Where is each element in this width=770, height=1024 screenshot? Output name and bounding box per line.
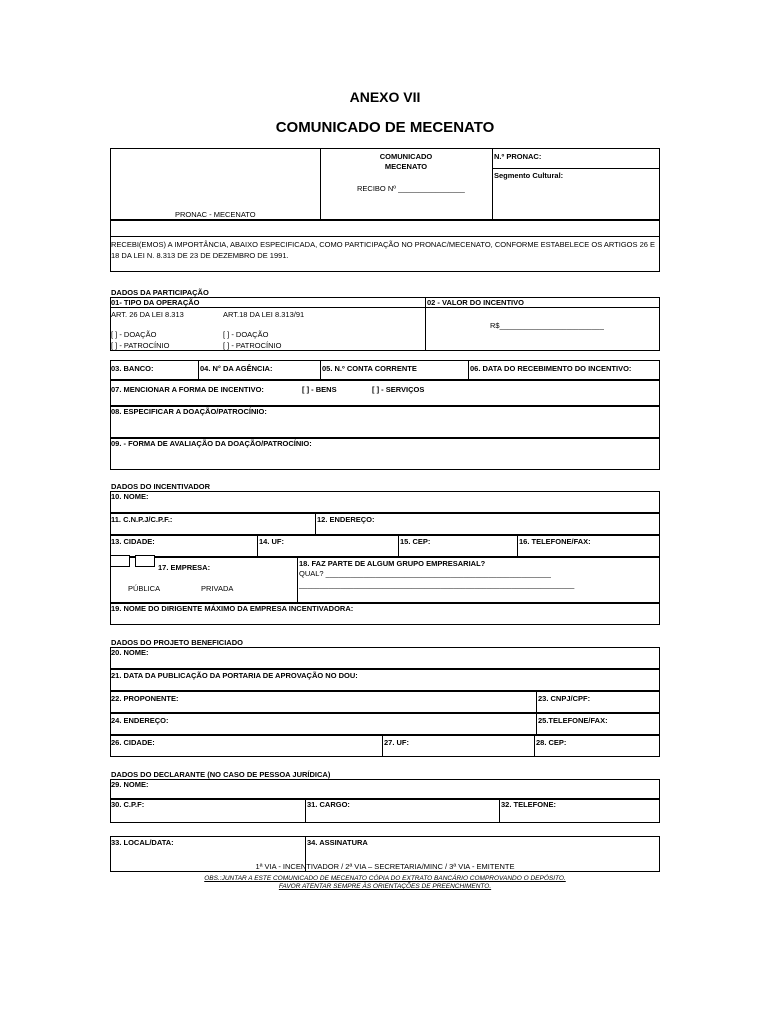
page-title: COMUNICADO DE MECENATO <box>275 119 495 136</box>
vias-line: 1ª VIA - INCENTIVADOR / 2ª VIA – SECRETARIA/MINC / 3ª VIA - EMITENTE <box>255 862 515 871</box>
divider <box>425 297 426 351</box>
field-11-12-row <box>110 513 660 535</box>
field-02-label: 02 - VALOR DO INCENTIVO <box>427 298 524 307</box>
privada-label: PRIVADA <box>201 584 234 593</box>
divider <box>534 735 535 757</box>
privada-checkbox[interactable] <box>135 555 155 567</box>
divider <box>305 799 306 823</box>
field-25-label: 25.TELEFONE/FAX: <box>538 716 608 725</box>
bens-checkbox[interactable]: [ ] - BENS <box>302 385 337 394</box>
field-19-label: 19. NOME DO DIRIGENTE MÁXIMO DA EMPRESA INCENTIVADORA: <box>111 604 354 613</box>
field-20-label: 20. NOME: <box>111 648 149 657</box>
patrocinio-checkbox-art26[interactable]: [ ] - PATROCÍNIO <box>111 341 170 350</box>
divider <box>492 148 493 220</box>
field-10-row[interactable] <box>110 491 660 513</box>
field-09-label: 09. - FORMA DE AVALIAÇÃO DA DOAÇÃO/PATROCÍNIO: <box>111 439 312 448</box>
pronac-mecenato-label: PRONAC - MECENATO <box>175 210 256 219</box>
section-declarante: DADOS DO DECLARANTE (NO CASO DE PESSOA JURÍDICA) <box>111 770 331 779</box>
divider <box>468 360 469 380</box>
field-30-32-row <box>110 799 660 823</box>
mecenato-label: MECENATO <box>384 162 428 171</box>
field-28-label: 28. CEP: <box>536 738 567 747</box>
doacao-checkbox-art18[interactable]: [ ] - DOAÇÃO <box>223 330 269 339</box>
divider <box>536 691 537 713</box>
divider <box>536 713 537 735</box>
patrocinio-checkbox-art18[interactable]: [ ] - PATROCÍNIO <box>223 341 282 350</box>
field-17-label: 17. EMPRESA: <box>158 563 211 572</box>
art26-label: ART. 26 DA LEI 8.313 <box>111 310 184 319</box>
divider <box>492 168 660 169</box>
field-05-label: 05. N.º CONTA CORRENTE <box>322 364 417 373</box>
field-14-label: 14. UF: <box>259 537 285 546</box>
field-16-label: 16. TELEFONE/FAX: <box>519 537 591 546</box>
field-29-row[interactable] <box>110 779 660 799</box>
field-22-label: 22. PROPONENTE: <box>111 694 179 703</box>
divider <box>517 535 518 557</box>
orientacoes-line: FAVOR ATENTAR SEMPRE ÀS ORIENTAÇÕES DE PREENCHIMENTO. <box>278 883 492 890</box>
field-33-label: 33. LOCAL/DATA: <box>111 838 174 847</box>
art18-label: ART.18 DA LEI 8.313/91 <box>223 310 305 319</box>
recibo-field[interactable]: RECIBO Nº ________________ <box>357 184 465 193</box>
field-30-label: 30. C.P.F: <box>111 800 145 809</box>
divider <box>320 360 321 380</box>
field-08-label: 08. ESPECIFICAR A DOAÇÃO/PATROCÍNIO: <box>111 407 267 416</box>
section-projeto: DADOS DO PROJETO BENEFICIADO <box>111 638 243 647</box>
field-13-label: 13. CIDADE: <box>111 537 155 546</box>
field-20-row[interactable] <box>110 647 660 669</box>
valor-incentivo-field[interactable]: R$_________________________ <box>490 321 604 330</box>
qual-field-line2[interactable]: __________________________________________________________________ <box>299 580 575 589</box>
field-23-label: 23. CNPJ/CPF: <box>538 694 591 703</box>
field-11-label: 11. C.N.P.J/C.P.F.: <box>111 515 173 524</box>
divider <box>398 535 399 557</box>
field-31-label: 31. CARGO: <box>307 800 350 809</box>
field-27-label: 27. UF: <box>384 738 410 747</box>
obs-line: OBS.:JUNTAR A ESTE COMUNICADO DE MECENATO CÓPIA DO EXTRATO BANCÁRIO COMPROVANDO O DEPÓSITO. <box>204 875 566 882</box>
field-12-label: 12. ENDEREÇO: <box>317 515 375 524</box>
field-15-label: 15. CEP: <box>400 537 431 546</box>
divider <box>198 360 199 380</box>
field-03-label: 03. BANCO: <box>111 364 154 373</box>
qual-field[interactable]: QUAL? ______________________________________________________ <box>299 569 551 578</box>
field-26-label: 26. CIDADE: <box>111 738 155 747</box>
field-29-label: 29. NOME: <box>111 780 149 789</box>
annex-title: ANEXO VII <box>349 89 421 105</box>
section-incentivador: DADOS DO INCENTIVADOR <box>111 482 211 491</box>
divider <box>110 236 660 237</box>
divider <box>257 535 258 557</box>
comunicado-label: COMUNICADO <box>379 152 433 161</box>
divider <box>382 735 383 757</box>
field-18-label: 18. FAZ PARTE DE ALGUM GRUPO EMPRESARIAL? <box>299 559 486 568</box>
servicos-checkbox[interactable]: [ ] - SERVIÇOS <box>372 385 425 394</box>
divider <box>315 513 316 535</box>
field-34-label: 34. ASSINATURA <box>307 838 368 847</box>
field-06-label: 06. DATA DO RECEBIMENTO DO INCENTIVO: <box>470 364 632 373</box>
doacao-checkbox-art26[interactable]: [ ] - DOAÇÃO <box>111 330 157 339</box>
receipt-text-line2: 18 DA LEI N. 8.313 DE 23 DE DEZEMBRO DE 1991. <box>111 251 289 260</box>
receipt-text-line1: RECEBI(EMOS) A IMPORTÂNCIA, ABAIXO ESPECIFICADA, COMO PARTICIPAÇÃO NO PRONAC/MECENATO, CONFORME ESTABELECE OS ARTIGOS 26 E <box>111 240 655 249</box>
divider <box>499 799 500 823</box>
segmento-label: Segmento Cultural: <box>494 171 564 180</box>
field-21-label: 21. DATA DA PUBLICAÇÃO DA PORTARIA DE APROVAÇÃO NO DOU: <box>111 671 358 680</box>
publica-label: PÚBLICA <box>128 584 161 593</box>
divider <box>297 557 298 603</box>
field-07-label: 07. MENCIONAR A FORMA DE INCENTIVO: <box>111 385 264 394</box>
field-10-label: 10. NOME: <box>111 492 149 501</box>
publica-checkbox[interactable] <box>110 555 130 567</box>
field-24-label: 24. ENDEREÇO: <box>111 716 169 725</box>
pronac-number-label: N.º PRONAC: <box>494 152 542 161</box>
field-32-label: 32. TELEFONE: <box>501 800 557 809</box>
field-04-label: 04. N° DA AGÊNCIA: <box>200 364 273 373</box>
section-participacao: DADOS DA PARTICIPAÇÃO <box>111 288 209 297</box>
field-01-label: 01- TIPO DA OPERAÇÃO <box>111 298 200 307</box>
divider <box>110 307 660 308</box>
